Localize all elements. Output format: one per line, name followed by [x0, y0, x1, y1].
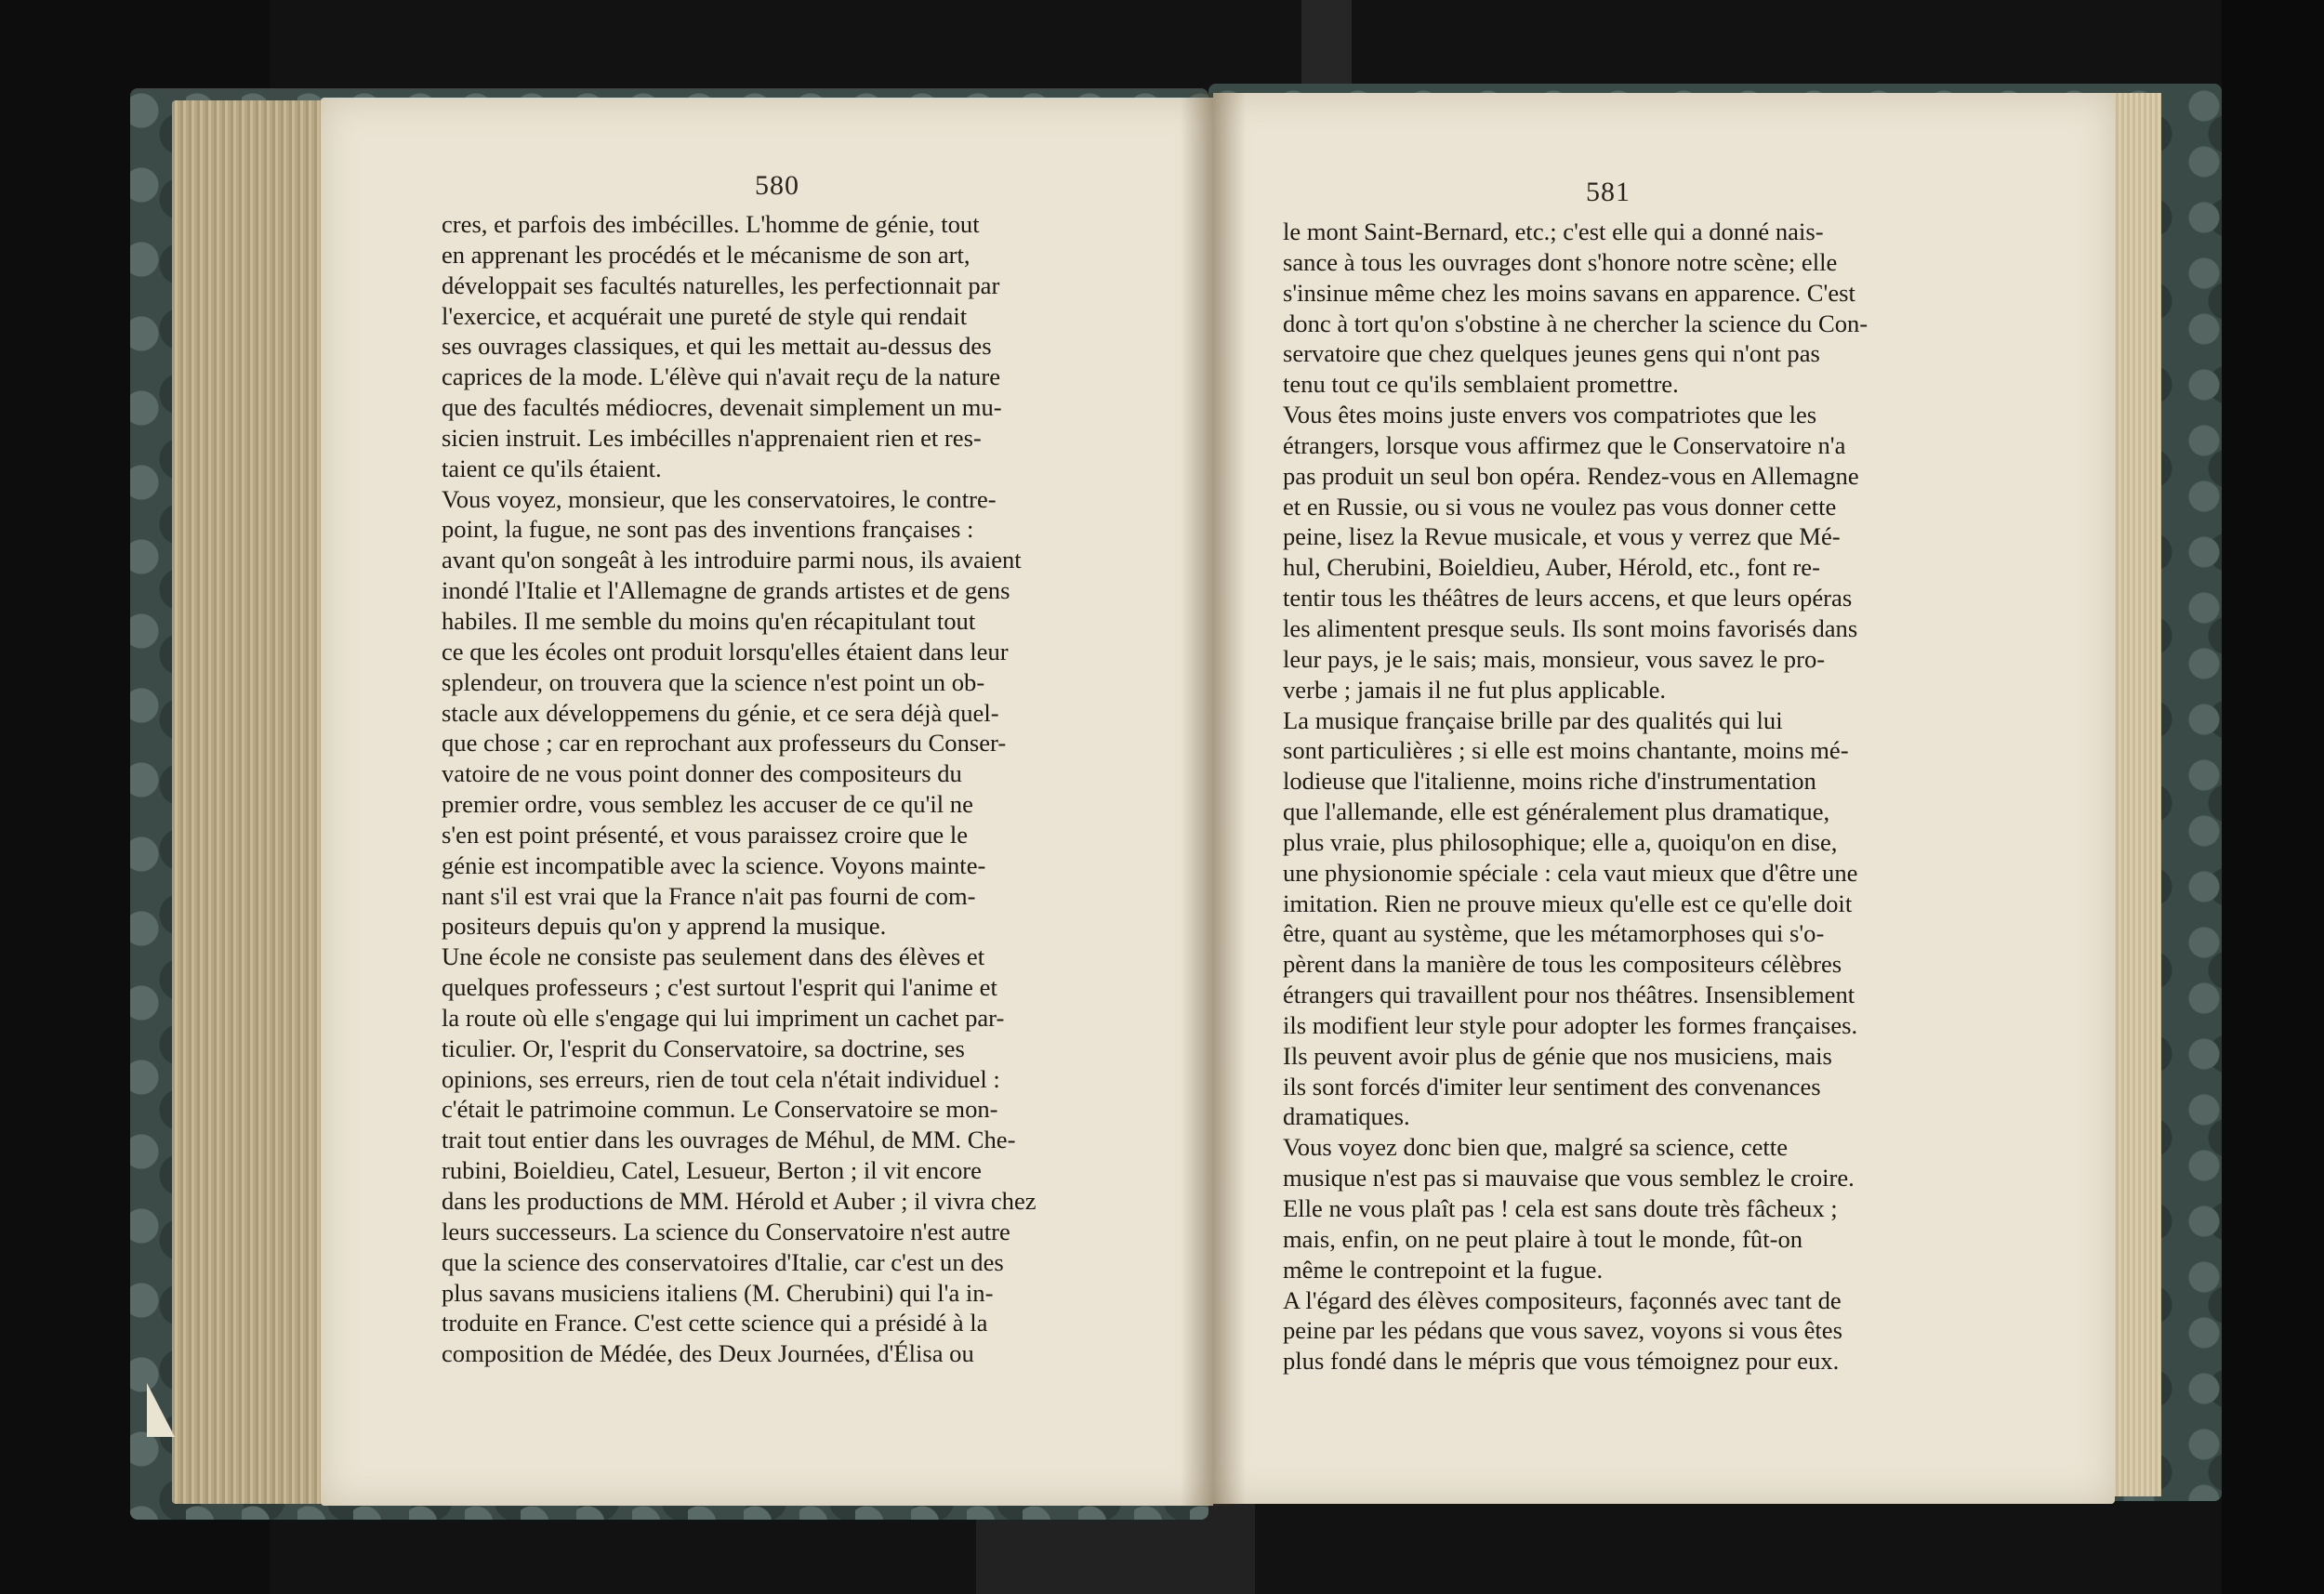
text-line: ce que les écoles ont produit lorsqu'elles étaient dans leur: [442, 637, 1009, 665]
text-line: tentir tous les théâtres de leurs accens, et que leurs opéras: [1283, 584, 1853, 613]
text-line: peine, lisez la Revue musicale, et vous y verrez que Mé-: [1283, 522, 1841, 551]
text-line: Une école ne consiste pas seulement dans des élèves et: [442, 942, 985, 971]
text-line: verbe ; jamais il ne fut plus applicable.: [1283, 675, 1667, 704]
text-line: étrangers, lorsque vous affirmez que le Conservatoire n'a: [1283, 430, 1846, 459]
right-page-text: [1283, 217, 1935, 1377]
text-line: une physionomie spéciale : cela vaut mieux que d'être une: [1283, 858, 1858, 887]
text-line: plus savans musiciens italiens (M. Cherubini) qui l'a in-: [442, 1278, 994, 1307]
text-line: tenu tout ce qu'ils semblaient promettre.: [1283, 370, 1679, 399]
text-line: que chose ; car en reprochant aux professeurs du Conser-: [442, 729, 1007, 757]
text-line: donc à tort qu'on s'obstine à ne chercher la science du Con-: [1283, 309, 1868, 337]
text-line: positeurs depuis qu'on y apprend la musique.: [442, 912, 887, 941]
text-line: leur pays, je le sais; mais, monsieur, vous savez le pro-: [1283, 644, 1826, 673]
left-page-number: 580: [755, 170, 799, 201]
text-line: hul, Cherubini, Boieldieu, Auber, Hérold, etc., font re-: [1283, 553, 1820, 582]
text-line: troduite en France. C'est cette science qui a présidé à la: [442, 1309, 988, 1337]
text-line: s'insinue même chez les moins savans en apparence. C'est: [1283, 278, 1855, 307]
text-line: nant s'il est vrai que la France n'ait pas fourni de com-: [442, 881, 976, 910]
left-page-text: [442, 209, 1103, 1369]
text-line: musique n'est pas si mauvaise que vous semblez le croire.: [1283, 1164, 1855, 1192]
right-page-number: 581: [1586, 177, 1631, 207]
text-line: taient ce qu'ils étaient.: [442, 454, 662, 482]
background-right: [2222, 0, 2324, 1594]
text-line: ticulier. Or, l'esprit du Conservatoire, sa doctrine, ses: [442, 1034, 965, 1062]
text-line: stacle aux développemens du génie, et ce sera déjà quel-: [442, 698, 999, 727]
text-line: plus fondé dans le mépris que vous témoignez pour eux.: [1283, 1347, 1840, 1376]
text-line: A l'égard des élèves compositeurs, façonnés avec tant de: [1283, 1285, 1842, 1314]
text-line: leurs successeurs. La science du Conservatoire n'est autre: [442, 1217, 1010, 1245]
text-line: trait tout entier dans les ouvrages de Méhul, de MM. Che-: [442, 1126, 1016, 1154]
text-line: point, la fugue, ne sont pas des inventions françaises :: [442, 515, 974, 544]
text-line: et en Russie, ou si vous ne voulez pas vous donner cette: [1283, 492, 1837, 520]
text-line: ses ouvrages classiques, et qui les mettait au-dessus des: [442, 332, 992, 361]
text-line: Elle ne vous plaît pas ! cela est sans doute très fâcheux ;: [1283, 1194, 1838, 1222]
text-line: le mont Saint-Bernard, etc.; c'est elle qui a donné nais-: [1283, 217, 1824, 245]
text-line: La musique française brille par des qualités qui lui: [1283, 705, 1783, 734]
text-line: dramatiques.: [1283, 1102, 1410, 1131]
text-line: imitation. Rien ne prouve mieux qu'elle est ce qu'elle doit: [1283, 889, 1853, 917]
book-gutter: [1181, 93, 1246, 1506]
text-line: être, quant au système, que les métamorphoses qui s'o-: [1283, 919, 1825, 948]
text-line: plus vraie, plus philosophique; elle a, quoiqu'on en dise,: [1283, 827, 1838, 856]
text-line: composition de Médée, des Deux Journées, d'Élisa ou: [442, 1339, 974, 1368]
text-line: sance à tous les ouvrages dont s'honore notre scène; elle: [1283, 247, 1838, 276]
text-line: caprices de la mode. L'élève qui n'avait reçu de la nature: [442, 362, 1000, 391]
text-line: dans les productions de MM. Hérold et Auber ; il vivra chez: [442, 1187, 1037, 1215]
text-line: même le contrepoint et la fugue.: [1283, 1255, 1604, 1284]
page-edges-left: [172, 100, 330, 1504]
text-line: quelques professeurs ; c'est surtout l'esprit qui l'anime et: [442, 973, 997, 1002]
text-line: servatoire que chez quelques jeunes gens qui n'ont pas: [1283, 339, 1820, 368]
text-line: habiles. Il me semble du moins qu'en récapitulant tout: [442, 606, 976, 635]
text-line: vatoire de ne vous point donner des compositeurs du: [442, 759, 962, 788]
text-line: pèrent dans la manière de tous les compositeurs célèbres: [1283, 950, 1842, 979]
text-line: la route où elle s'engage qui lui impriment un cachet par-: [442, 1003, 1005, 1032]
page-edges-right: [2110, 93, 2161, 1496]
text-line: sicien instruit. Les imbécilles n'apprenaient rien et res-: [442, 423, 982, 452]
text-line: c'était le patrimoine commun. Le Conservatoire se mon-: [442, 1095, 998, 1124]
text-line: Vous voyez, monsieur, que les conservatoires, le contre-: [442, 484, 997, 513]
text-line: mais, enfin, on ne peut plaire à tout le monde, fût-on: [1283, 1224, 1803, 1253]
text-line: rubini, Boieldieu, Catel, Lesueur, Berton ; il vit encore: [442, 1156, 982, 1185]
text-line: inondé l'Italie et l'Allemagne de grands artistes et de gens: [442, 576, 1010, 605]
text-line: que des facultés médiocres, devenait simplement un mu-: [442, 393, 1002, 422]
text-line: que la science des conservatoires d'Italie, car c'est un des: [442, 1247, 1004, 1276]
text-line: splendeur, on trouvera que la science n'est point un ob-: [442, 667, 985, 696]
text-line: les alimentent presque seuls. Ils sont moins favorisés dans: [1283, 613, 1858, 642]
text-line: ils modifient leur style pour adopter les formes françaises.: [1283, 1010, 1858, 1039]
text-line: pas produit un seul bon opéra. Rendez-vous en Allemagne: [1283, 461, 1859, 490]
text-line: développait ses facultés naturelles, les perfectionnait par: [442, 270, 1000, 299]
text-line: génie est incompatible avec la science. Voyons mainte-: [442, 850, 986, 879]
text-line: sont particulières ; si elle est moins chantante, moins mé-: [1283, 736, 1849, 765]
text-line: que l'allemande, elle est généralement plus dramatique,: [1283, 797, 1830, 826]
text-line: l'exercice, et acquérait une pureté de style qui rendait: [442, 301, 968, 330]
text-line: ils sont forcés d'imiter leur sentiment des convenances: [1283, 1072, 1821, 1100]
text-line: Vous voyez donc bien que, malgré sa science, cette: [1283, 1133, 1789, 1162]
text-line: avant qu'on songeât à les introduire parmi nous, ils avaient: [442, 546, 1022, 574]
text-line: cres, et parfois des imbécilles. L'homme de génie, tout: [442, 210, 980, 238]
text-line: Vous êtes moins juste envers vos compatriotes que les: [1283, 401, 1817, 429]
text-line: premier ordre, vous semblez les accuser de ce qu'il ne: [442, 790, 973, 819]
text-line: Ils peuvent avoir plus de génie que nos musiciens, mais: [1283, 1041, 1832, 1070]
text-line: étrangers qui travaillent pour nos théâtres. Insensiblement: [1283, 981, 1855, 1009]
text-line: peine par les pédans que vous savez, voyons si vous êtes: [1283, 1316, 1842, 1345]
text-line: s'en est point présenté, et vous paraissez croire que le: [442, 820, 969, 849]
text-line: lodieuse que l'italienne, moins riche d'instrumentation: [1283, 767, 1816, 796]
text-line: en apprenant les procédés et le mécanisme de son art,: [442, 240, 971, 269]
text-line: opinions, ses erreurs, rien de tout cela n'était individuel :: [442, 1064, 1000, 1093]
